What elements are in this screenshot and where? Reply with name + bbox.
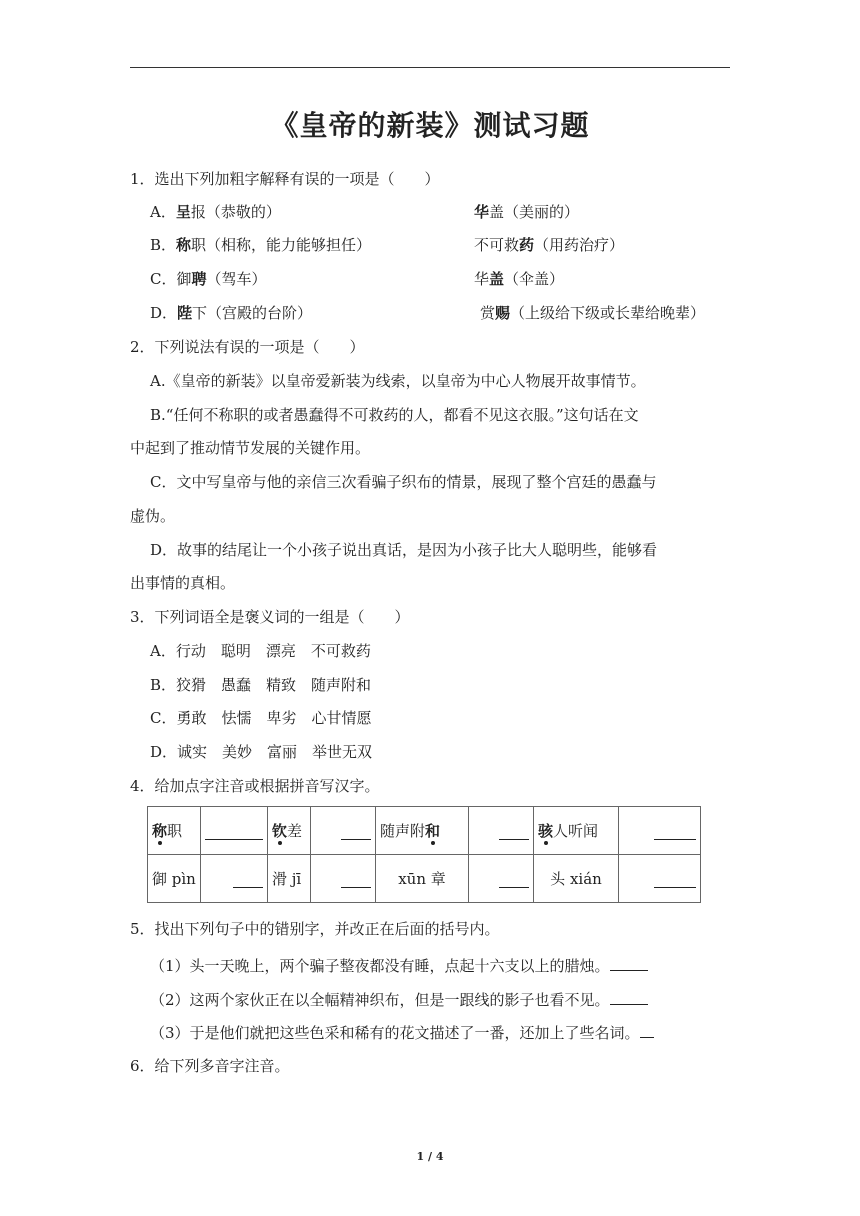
- answer-blank[interactable]: [469, 807, 534, 855]
- answer-blank[interactable]: [311, 807, 376, 855]
- q1-option-b-right: 不可救药（用药治疗）: [474, 236, 625, 254]
- q3-option-a: A．行动 聪明 漂亮 不可救药: [150, 642, 371, 660]
- table-row: [148, 855, 701, 903]
- q4-stem: 4．给加点字注音或根据拼音写汉字。: [130, 777, 380, 795]
- q2-option-c-line1: C．文中写皇帝与他的亲信三次看骗子织布的情景，展现了整个宫廷的愚蠢与: [150, 473, 657, 491]
- pinyin-table: [147, 806, 701, 903]
- answer-blank[interactable]: [640, 1023, 654, 1038]
- q5-item-1: （1）头一天晚上，两个骗子整夜都没有睡，点起十六支以上的腊烛。: [150, 955, 648, 976]
- answer-blank[interactable]: [201, 807, 268, 855]
- q1-option-b-left: B．称职（相称，能力能够担任）: [150, 236, 372, 254]
- q2-option-b-line1: B.“任何不称职的或者愚蠢得不可救药的人，都看不见这衣服。”这句话在文: [150, 406, 639, 424]
- q1-option-c-right: 华盖（伞盖）: [474, 270, 565, 288]
- q2-stem: 2．下列说法有误的一项是（ ）: [130, 338, 365, 356]
- answer-blank[interactable]: [619, 855, 701, 903]
- answer-blank[interactable]: [619, 807, 701, 855]
- table-cell-word: 称职: [148, 807, 201, 855]
- q5-stem: 5．找出下列句子中的错别字，并改正在后面的括号内。: [130, 920, 500, 938]
- q1-option-a-right: 华盖（美丽的）: [474, 203, 580, 221]
- page-title: 《皇帝的新装》测试习题: [270, 109, 590, 142]
- q2-option-a: A.《皇帝的新装》以皇帝爱新装为线索，以皇帝为中心人物展开故事情节。: [150, 372, 646, 390]
- q2-option-b-line2: 中起到了推动情节发展的关键作用。: [130, 439, 371, 457]
- table-cell-word: 钦差: [268, 807, 311, 855]
- answer-blank[interactable]: [469, 855, 534, 903]
- q1-option-d-right: 赏赐（上级给下级或长辈给晚辈）: [480, 304, 706, 322]
- table-cell-pinyin: xūn 章: [376, 855, 469, 903]
- table-cell-pinyin: 滑 jī: [268, 855, 311, 903]
- table-cell-pinyin: 头 xián: [534, 855, 619, 903]
- q3-option-c: C．勇敢 怯懦 卑劣 心甘情愿: [150, 709, 372, 727]
- table-cell-pinyin: 御 pìn: [148, 855, 201, 903]
- answer-blank[interactable]: [201, 855, 268, 903]
- q1-stem: 1．选出下列加粗字解释有误的一项是（ ）: [130, 170, 440, 188]
- q3-stem: 3．下列词语全是褒义词的一组是（ ）: [130, 608, 410, 626]
- q5-item-3: （3）于是他们就把这些色采和稀有的花文描述了一番，还加上了些名词。: [150, 1022, 654, 1043]
- q6-stem: 6．给下列多音字注音。: [130, 1057, 290, 1075]
- answer-blank[interactable]: [311, 855, 376, 903]
- q2-option-d-line1: D．故事的结尾让一个小孩子说出真话，是因为小孩子比大人聪明些，能够看: [150, 541, 658, 559]
- q3-option-b: B．狡猾 愚蠢 精致 随声附和: [150, 676, 372, 694]
- table-row: [148, 807, 701, 855]
- q2-option-c-line2: 虚伪。: [130, 507, 176, 525]
- page-number: 1 / 4: [416, 1150, 444, 1163]
- table-cell-word: 骇人听闻: [534, 807, 619, 855]
- q1-option-a-left: A．呈报（恭敬的）: [150, 203, 281, 221]
- q5-item-2: （2）这两个家伙正在以全幅精神织布，但是一跟线的影子也看不见。: [150, 989, 648, 1010]
- q1-option-d-left: D．陛下（宫殿的台阶）: [150, 304, 313, 322]
- q3-option-d: D．诚实 美妙 富丽 举世无双: [150, 743, 373, 761]
- q2-option-d-line2: 出事情的真相。: [130, 574, 236, 592]
- table-cell-word: 随声附和: [376, 807, 469, 855]
- answer-blank[interactable]: [610, 956, 648, 971]
- q1-option-c-left: C．御聘（驾车）: [150, 270, 267, 288]
- answer-blank[interactable]: [610, 990, 648, 1005]
- header-rule: [130, 67, 730, 68]
